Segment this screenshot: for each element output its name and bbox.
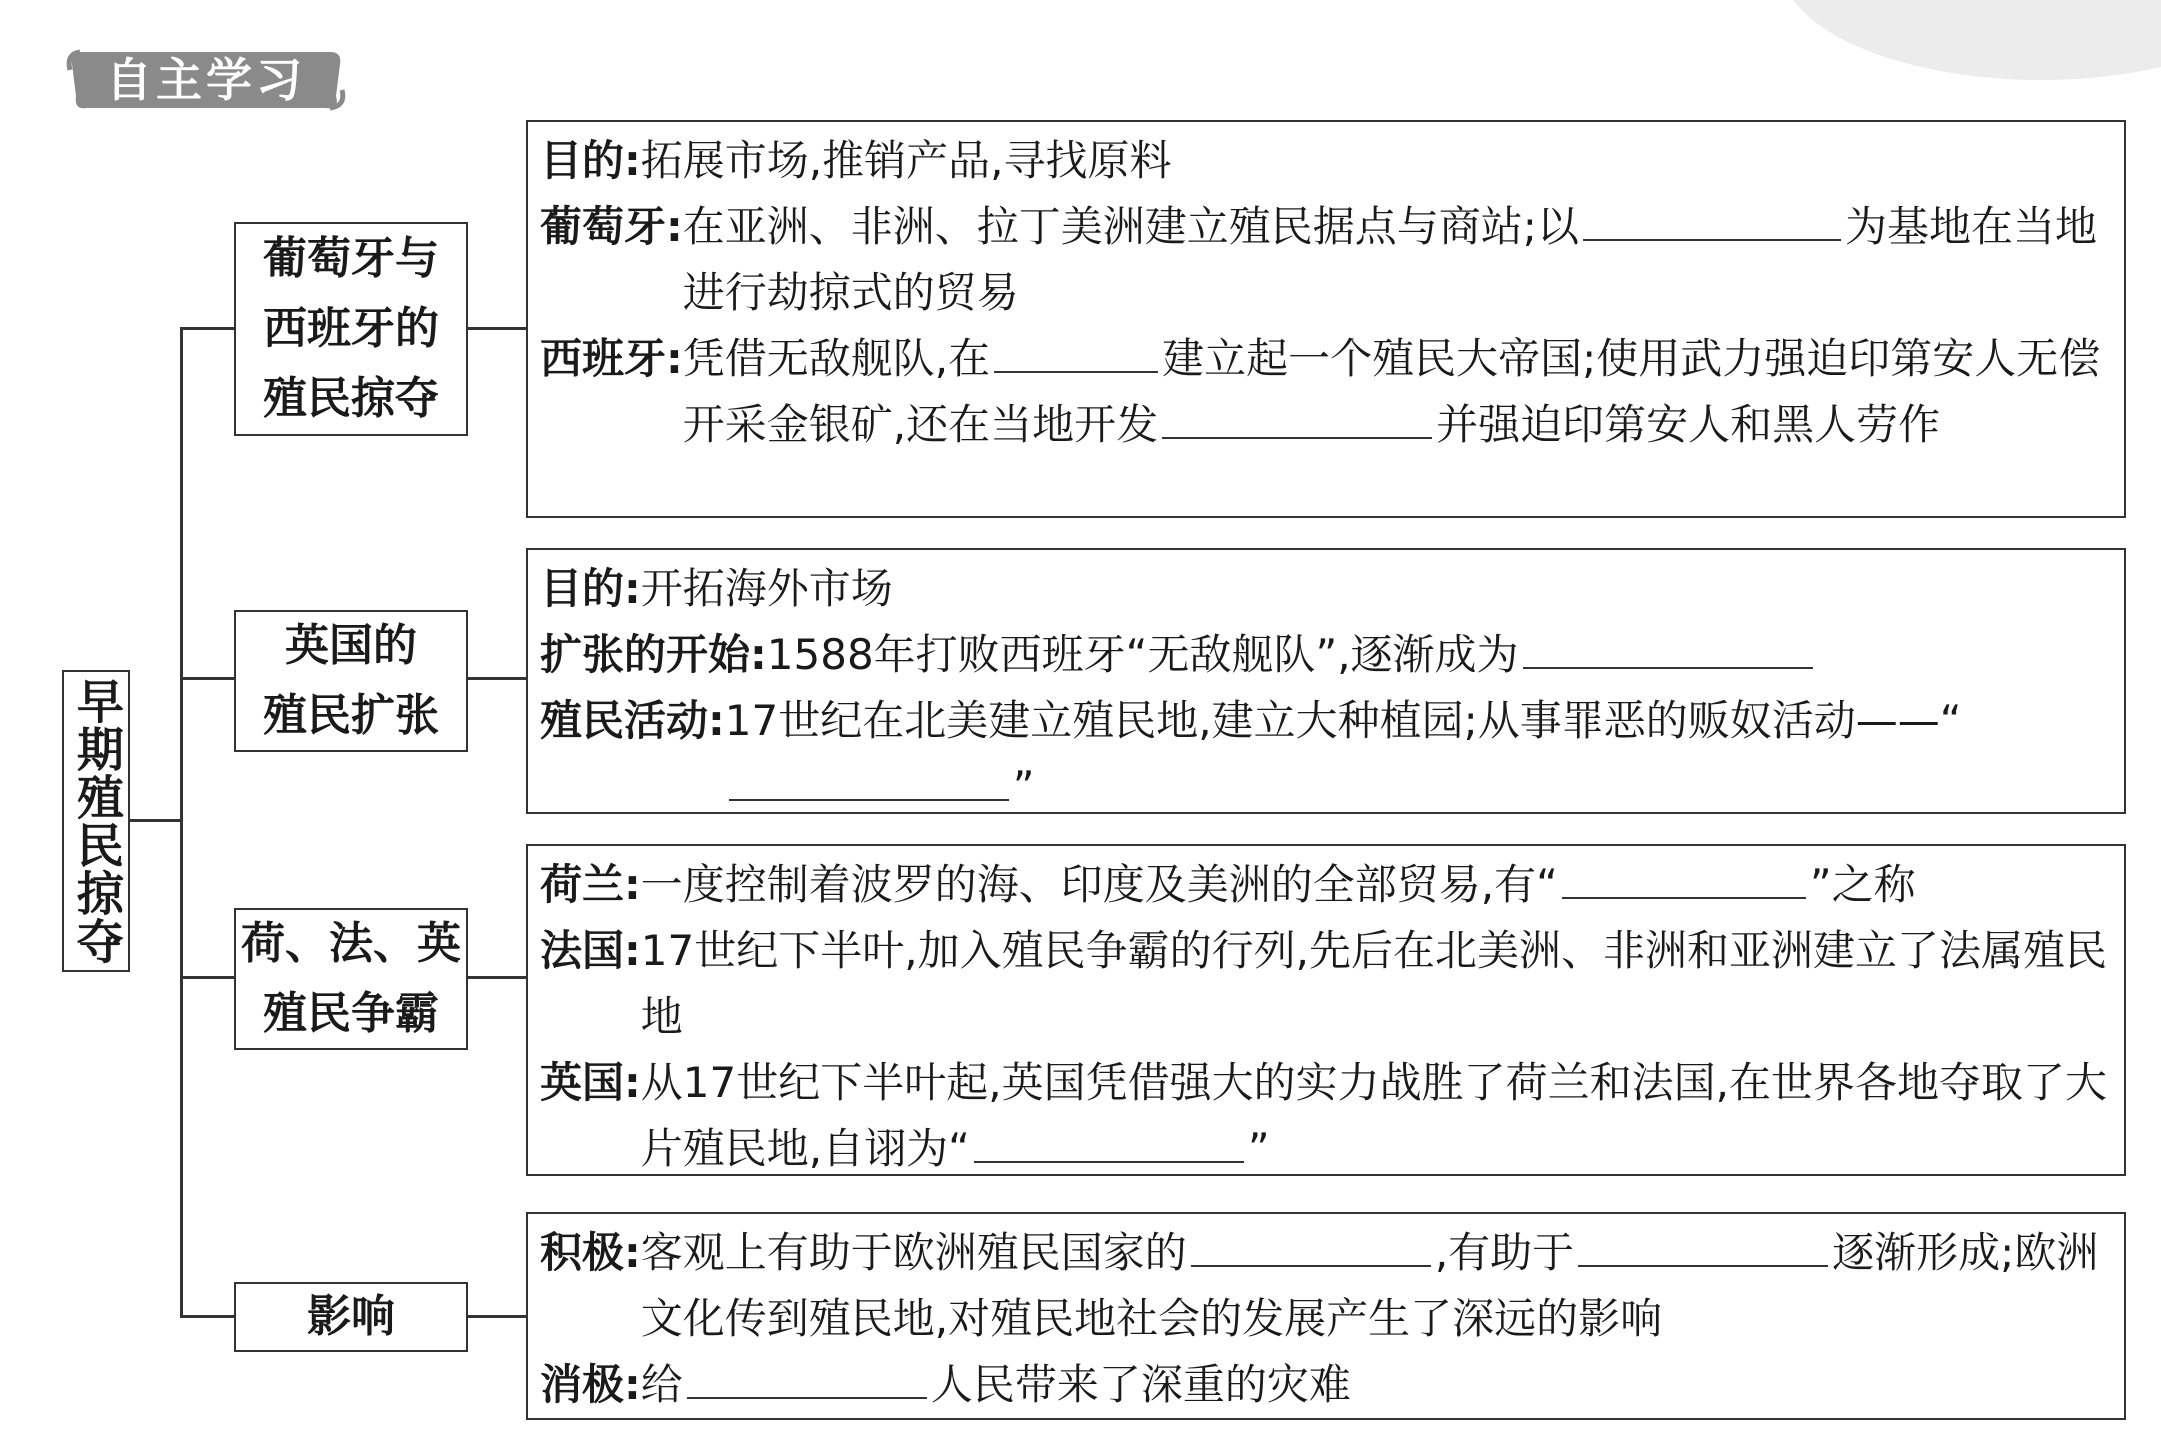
section-title: 自主学习 [106,53,306,107]
branch-title-line: 殖民掠夺 [263,373,439,424]
branch-colonial-rivalry [234,908,468,1050]
branch-title-line: 影响 [307,1291,395,1342]
row-label: 目的: [540,564,641,613]
content-box-portugal-spain [526,120,2126,518]
fill-blank[interactable] [1578,1221,1828,1267]
root-node: 早期殖民掠夺 [62,670,130,972]
text-segment: 逐渐形成;欧洲文化传到殖民地,对殖民地社会的发展产生了深远的影响 [640,1228,2099,1343]
fill-blank[interactable] [974,1117,1244,1163]
branch-title-line: 殖民争霸 [263,988,439,1039]
text-segment: 建立起一个殖民大帝国;使用武力强迫印第安人无偿开采金银矿,还在当地开发 [682,334,2101,449]
row-label: 殖民活动: [540,696,725,745]
row-label: 荷兰: [540,860,641,909]
row-expansion-start [540,622,2112,688]
fill-blank[interactable] [1162,393,1432,439]
row-purpose [540,556,2112,622]
row-positive [540,1220,2112,1352]
row-label: 葡萄牙: [540,202,683,251]
text-segment: 17世纪在北美建立殖民地,建立大种植园;从事罪恶的贩奴活动——“ [724,696,1962,745]
fill-blank[interactable] [994,327,1158,373]
text-segment: 17世纪下半叶,加入殖民争霸的行列,先后在北美洲、非洲和亚洲建立了法属殖民地 [640,926,2107,1041]
row-text [767,622,2112,688]
text-segment: ” [1012,762,1035,811]
text-segment: ”之称 [1809,860,1916,909]
branch-title-line: 英国的 [285,620,417,671]
text-segment: 在亚洲、非洲、拉丁美洲建立殖民据点与商站;以 [682,202,1579,251]
row-england [540,1050,2112,1182]
branch-connector-4 [180,1315,236,1318]
branch-britain-expansion [234,610,468,752]
branch-title-line: 西班牙的 [263,303,439,354]
content-connector-3 [466,976,528,979]
row-purpose [540,128,2112,194]
row-netherlands [540,852,2112,918]
text-segment: 客观上有助于欧洲殖民国家的 [640,1228,1187,1277]
row-text [641,1352,2112,1418]
branch-connector-3 [180,976,236,979]
row-text [641,918,2112,1050]
fill-blank[interactable] [1523,623,1813,669]
corner-decoration [1781,0,2161,80]
text-segment: 开拓海外市场 [640,564,893,613]
row-label: 英国: [540,1058,641,1107]
row-label: 西班牙: [540,334,683,383]
row-text [641,556,2112,622]
text-segment: 人民带来了深重的灾难 [930,1360,1351,1409]
text-segment: 从17世纪下半叶起,英国凭借强大的实力战胜了荷兰和法国,在世界各地夺取了大片殖民地,自诩为“ [640,1058,2107,1173]
section-banner [66,44,346,116]
row-negative [540,1352,2112,1418]
row-text [641,1220,2112,1352]
content-box-colonial-rivalry [526,844,2126,1176]
text-segment: 一度控制着波罗的海、印度及美洲的全部贸易,有“ [640,860,1558,909]
branch-title-line: 殖民扩张 [263,690,439,741]
row-text [683,326,2112,458]
row-label: 消极: [540,1360,641,1409]
fill-blank[interactable] [687,1353,927,1399]
row-text [641,852,2112,918]
text-segment: ” [1247,1124,1270,1173]
branch-impact [234,1282,468,1352]
fill-blank[interactable] [729,755,1009,801]
fill-blank[interactable] [1583,195,1841,241]
row-label: 目的: [540,136,641,185]
text-segment: 为基地在当地进行劫掠式的贸易 [682,202,2097,317]
row-label: 扩张的开始: [540,630,767,679]
branch-title-line: 葡萄牙与 [263,233,439,284]
branch-connector-2 [180,677,236,680]
text-segment: 1588年打败西班牙“无敌舰队”,逐渐成为 [766,630,1519,679]
text-segment: 凭借无敌舰队,在 [682,334,991,383]
row-text [725,688,2112,820]
content-connector-4 [466,1315,528,1318]
branch-connector-1 [180,327,236,330]
row-text [683,194,2112,326]
text-segment: 拓展市场,推销产品,寻找原料 [640,136,1172,185]
row-spain [540,326,2112,458]
row-label: 法国: [540,926,641,975]
fill-blank[interactable] [1562,853,1806,899]
row-text [641,1050,2112,1182]
branch-portugal-spain [234,222,468,436]
text-segment: 给 [640,1360,683,1409]
content-connector-2 [466,677,528,680]
content-box-britain-expansion [526,548,2126,814]
content-connector-1 [466,327,528,330]
row-colonial-activity [540,688,2112,820]
text-segment: 并强迫印第安人和黑人劳作 [1436,400,1941,449]
row-france [540,918,2112,1050]
text-segment: ,有助于 [1434,1228,1575,1277]
branch-title-line: 荷、法、英 [241,918,461,969]
fill-blank[interactable] [1191,1221,1431,1267]
row-text [641,128,2112,194]
row-portugal [540,194,2112,326]
root-connector [128,819,182,822]
trunk-line [180,327,183,1317]
content-box-impact [526,1212,2126,1420]
row-label: 积极: [540,1228,641,1277]
